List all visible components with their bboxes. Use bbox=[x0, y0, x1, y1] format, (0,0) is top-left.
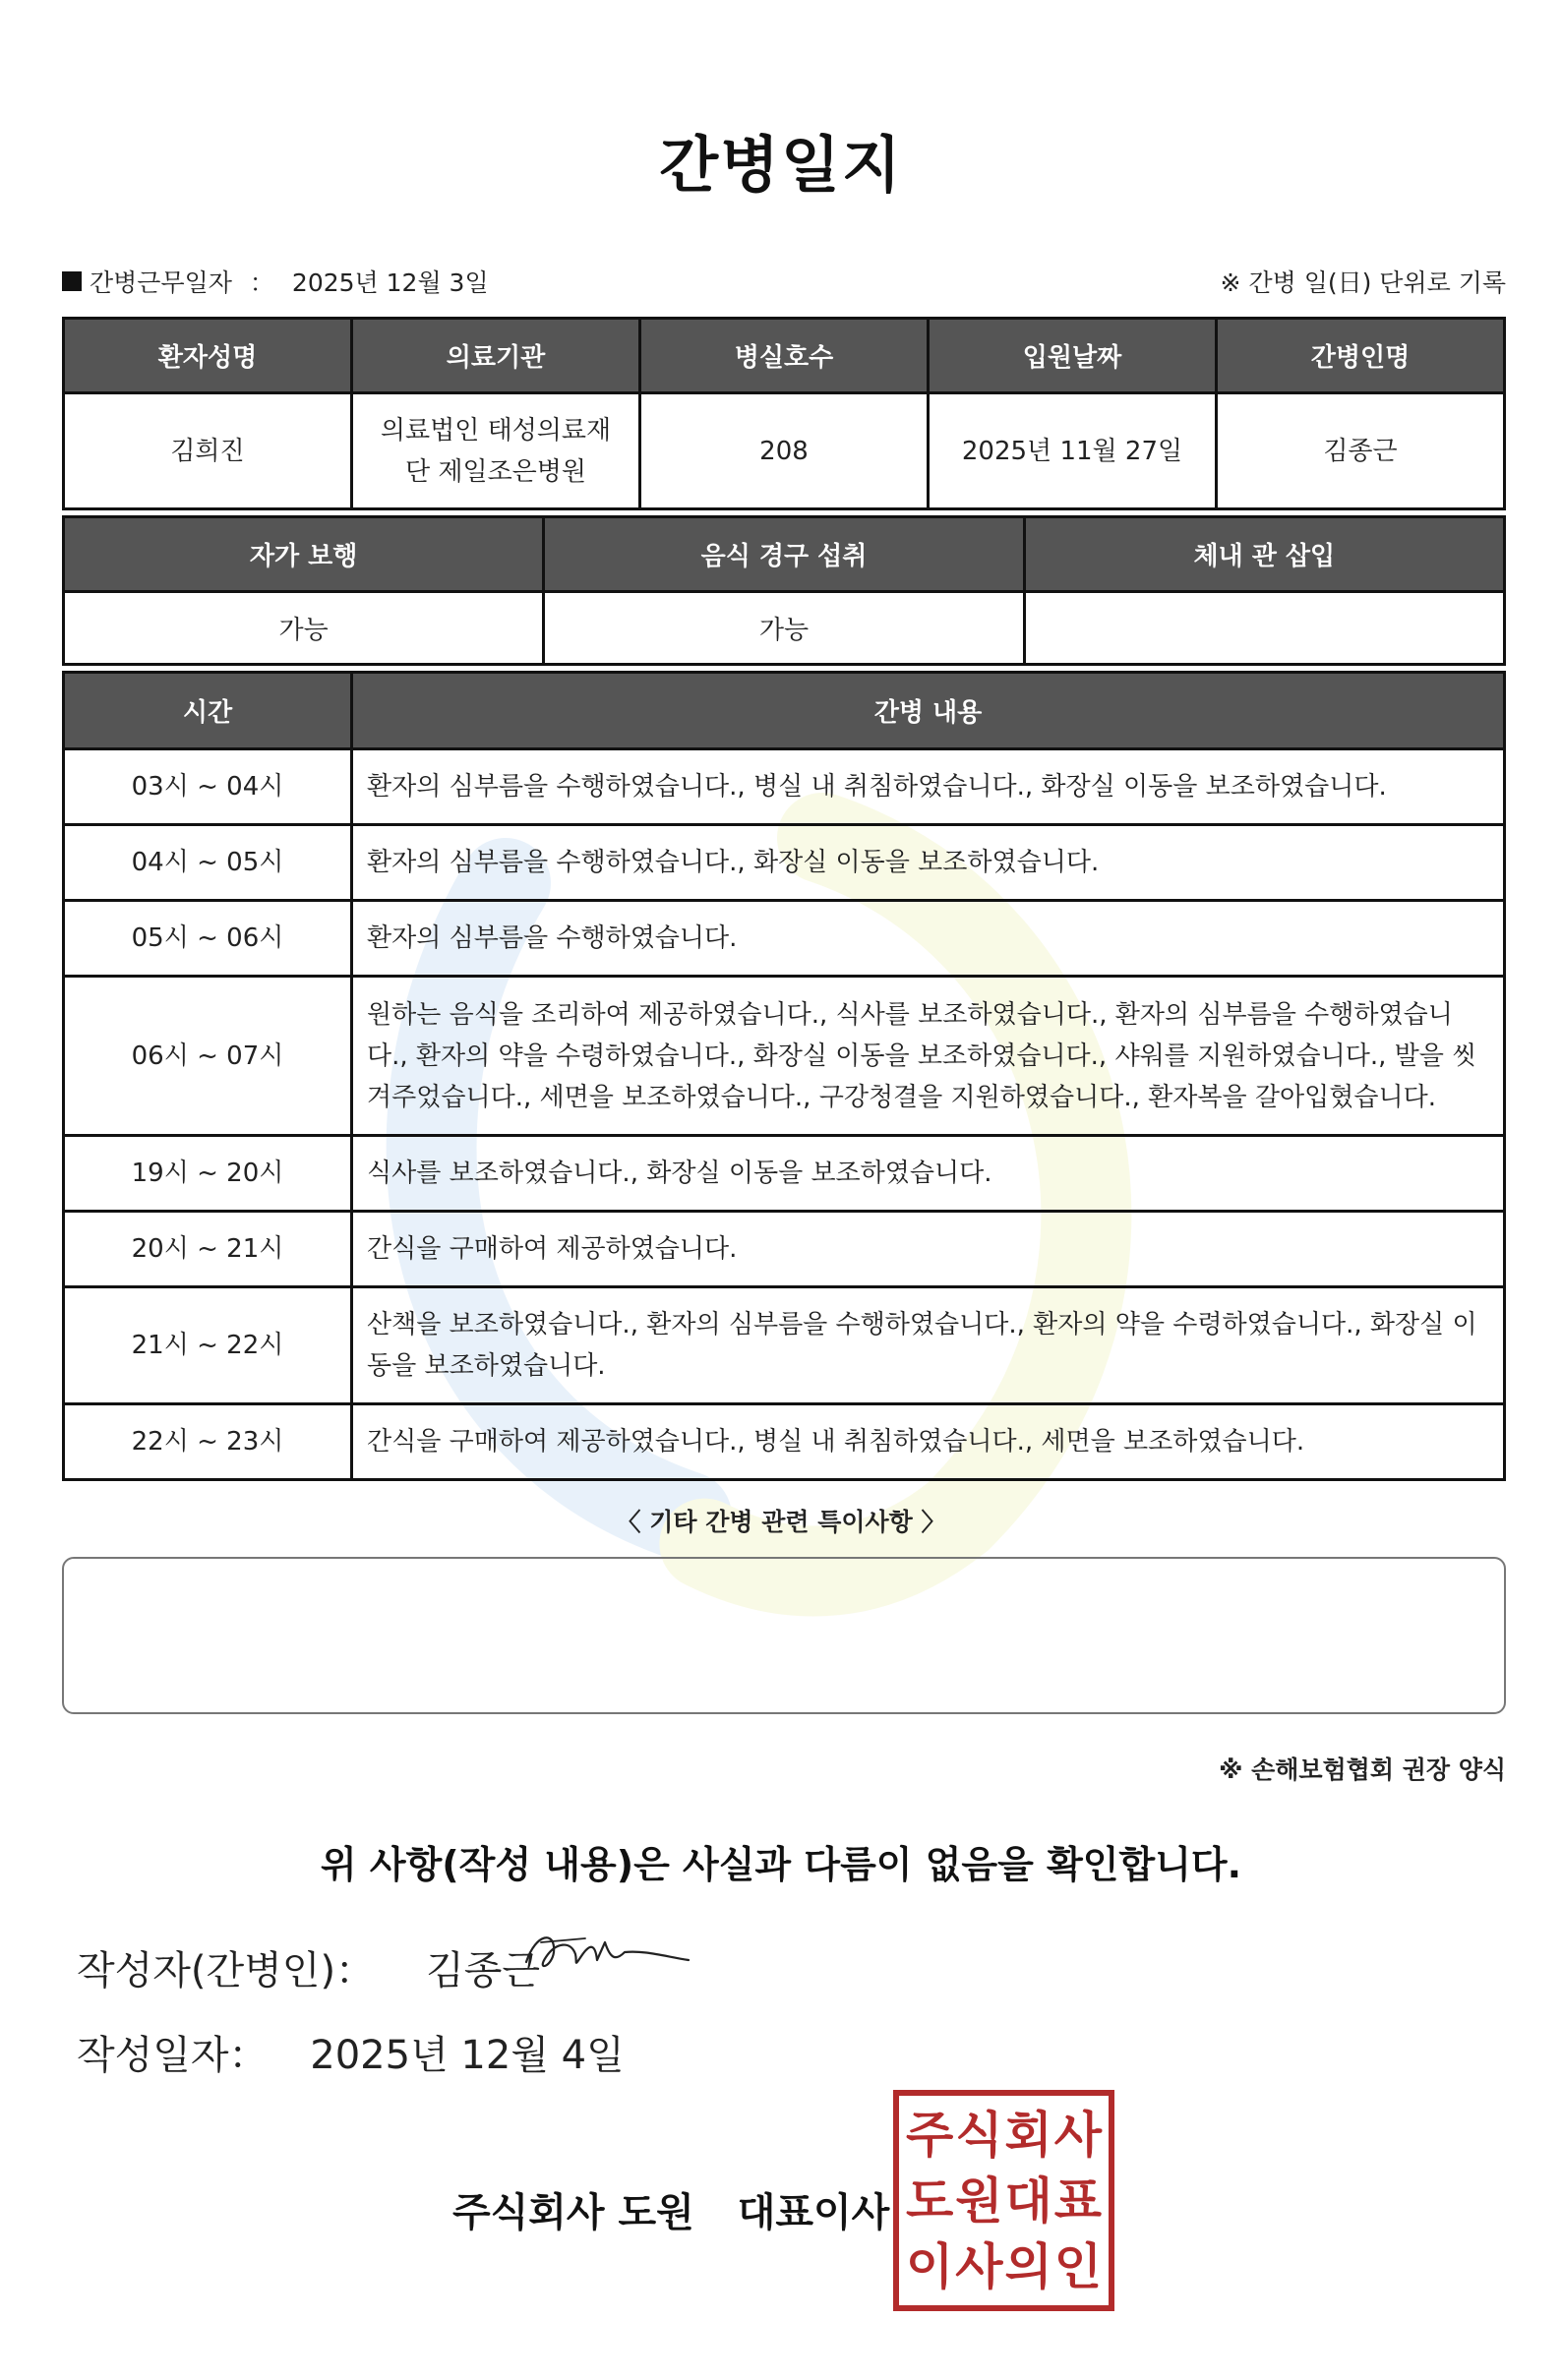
work-date-label: 간병근무일자 bbox=[90, 268, 232, 297]
admission-date: 2025년 11월 27일 bbox=[929, 393, 1217, 509]
header-tube-insertion: 체내 관 삽입 bbox=[1024, 517, 1504, 592]
seal-char: 주 bbox=[905, 2106, 954, 2164]
square-bullet-icon bbox=[62, 271, 82, 291]
writer-line bbox=[77, 1939, 540, 1995]
log-time: 04시 ~ 05시 bbox=[64, 825, 352, 901]
seal-char: 사 bbox=[1053, 2106, 1103, 2164]
page-title: 간병일지 bbox=[659, 129, 903, 201]
seal-char: 원 bbox=[955, 2172, 1003, 2230]
header-time: 시간 bbox=[64, 673, 352, 749]
work-date bbox=[62, 264, 489, 299]
caregiver-name: 김종근 bbox=[1217, 393, 1505, 509]
seal-char: 의 bbox=[1004, 2237, 1052, 2295]
log-content: 환자의 심부름을 수행하였습니다., 화장실 이동을 보조하였습니다. bbox=[352, 825, 1505, 901]
signature-image bbox=[516, 1913, 693, 1992]
header-hospital: 의료기관 bbox=[352, 319, 640, 393]
seal-char: 인 bbox=[1053, 2237, 1103, 2295]
header-oral-intake: 음식 경구 섭취 bbox=[544, 517, 1024, 592]
header-patient-name: 환자성명 bbox=[64, 319, 352, 393]
patient-status-table bbox=[62, 515, 1506, 666]
header-room: 병실호수 bbox=[640, 319, 929, 393]
log-content: 간식을 구매하여 제공하였습니다., 병실 내 취침하였습니다., 세면을 보조하였습니다. bbox=[352, 1404, 1505, 1480]
written-date-value: 2025년 12월 4일 bbox=[310, 2033, 625, 2078]
hospital-name: 의료법인 태성의료재단 제일조은병원 bbox=[352, 393, 640, 509]
company-title: 대표이사 bbox=[737, 2190, 890, 2235]
log-time: 22시 ~ 23시 bbox=[64, 1404, 352, 1480]
seal-char: 표 bbox=[1053, 2172, 1103, 2230]
header-walking: 자가 보행 bbox=[64, 517, 544, 592]
table-row bbox=[64, 1136, 1505, 1212]
log-time: 21시 ~ 22시 bbox=[64, 1287, 352, 1404]
work-date-separator: ： bbox=[249, 268, 274, 297]
table-row bbox=[64, 1287, 1505, 1404]
table-row bbox=[64, 1404, 1505, 1480]
written-date-label: 작성일자： bbox=[77, 2033, 269, 2078]
care-log-table bbox=[62, 671, 1506, 1481]
log-time: 06시 ~ 07시 bbox=[64, 977, 352, 1136]
written-date-line bbox=[77, 2024, 625, 2080]
table-row bbox=[64, 977, 1505, 1136]
log-content: 간식을 구매하여 제공하였습니다. bbox=[352, 1212, 1505, 1287]
special-notes-box bbox=[62, 1557, 1506, 1714]
form-note: ※ 손해보험협회 권장 양식 bbox=[1219, 1755, 1506, 1784]
patient-info-table bbox=[62, 317, 1506, 510]
seal-char: 사 bbox=[955, 2237, 1003, 2295]
tube-insertion-status bbox=[1024, 592, 1504, 665]
company-line bbox=[452, 2181, 889, 2237]
log-time: 19시 ~ 20시 bbox=[64, 1136, 352, 1212]
writer-name: 김종근 bbox=[426, 1948, 540, 1993]
walking-status: 가능 bbox=[64, 592, 544, 665]
table-row bbox=[64, 1212, 1505, 1287]
special-notes-title: 〈 기타 간병 관련 특이사항 〉 bbox=[616, 1508, 946, 1536]
company-name: 주식회사 도원 bbox=[452, 2190, 694, 2235]
record-note: ※ 간병 일(日) 단위로 기록 bbox=[1220, 268, 1506, 297]
header-admission-date: 입원날짜 bbox=[929, 319, 1217, 393]
header-care-content: 간병 내용 bbox=[352, 673, 1505, 749]
seal-char: 식 bbox=[955, 2106, 1003, 2164]
oral-intake-status: 가능 bbox=[544, 592, 1024, 665]
seal-char: 대 bbox=[1004, 2172, 1052, 2230]
confirmation-statement: 위 사항(작성 내용)은 사실과 다름이 없음을 확인합니다. bbox=[320, 1843, 1242, 1886]
log-time: 05시 ~ 06시 bbox=[64, 901, 352, 977]
log-content: 원하는 음식을 조리하여 제공하였습니다., 식사를 보조하였습니다., 환자의 심부름을 수행하였습니다., 환자의 약을 수령하였습니다., 화장실 이동을 보조하였습니다., 샤워를 지원하였습니다., 발을 씻겨주었습니다., 세면을 보조하였습니다., 구강청결을 지원하였습니다., 환자복을 갈아입혔습니다. bbox=[352, 977, 1505, 1136]
room-number: 208 bbox=[640, 393, 929, 509]
table-row bbox=[64, 901, 1505, 977]
seal-char: 회 bbox=[1004, 2106, 1052, 2164]
seal-char: 이 bbox=[905, 2237, 954, 2295]
log-content: 산책을 보조하였습니다., 환자의 심부름을 수행하였습니다., 환자의 약을 수령하였습니다., 화장실 이동을 보조하였습니다. bbox=[352, 1287, 1505, 1404]
log-content: 환자의 심부름을 수행하였습니다., 병실 내 취침하였습니다., 화장실 이동을 보조하였습니다. bbox=[352, 749, 1505, 825]
log-content: 식사를 보조하였습니다., 화장실 이동을 보조하였습니다. bbox=[352, 1136, 1505, 1212]
table-row bbox=[64, 749, 1505, 825]
work-date-value: 2025년 12월 3일 bbox=[291, 268, 489, 297]
seal-char: 도 bbox=[905, 2172, 954, 2230]
header-caregiver: 간병인명 bbox=[1217, 319, 1505, 393]
log-time: 03시 ~ 04시 bbox=[64, 749, 352, 825]
log-time: 20시 ~ 21시 bbox=[64, 1212, 352, 1287]
writer-label: 작성자(간병인)： bbox=[77, 1948, 376, 1993]
log-content: 환자의 심부름을 수행하였습니다. bbox=[352, 901, 1505, 977]
company-seal-stamp bbox=[893, 2090, 1114, 2311]
seal-characters bbox=[905, 2102, 1103, 2299]
table-row bbox=[64, 825, 1505, 901]
patient-name: 김희진 bbox=[64, 393, 352, 509]
